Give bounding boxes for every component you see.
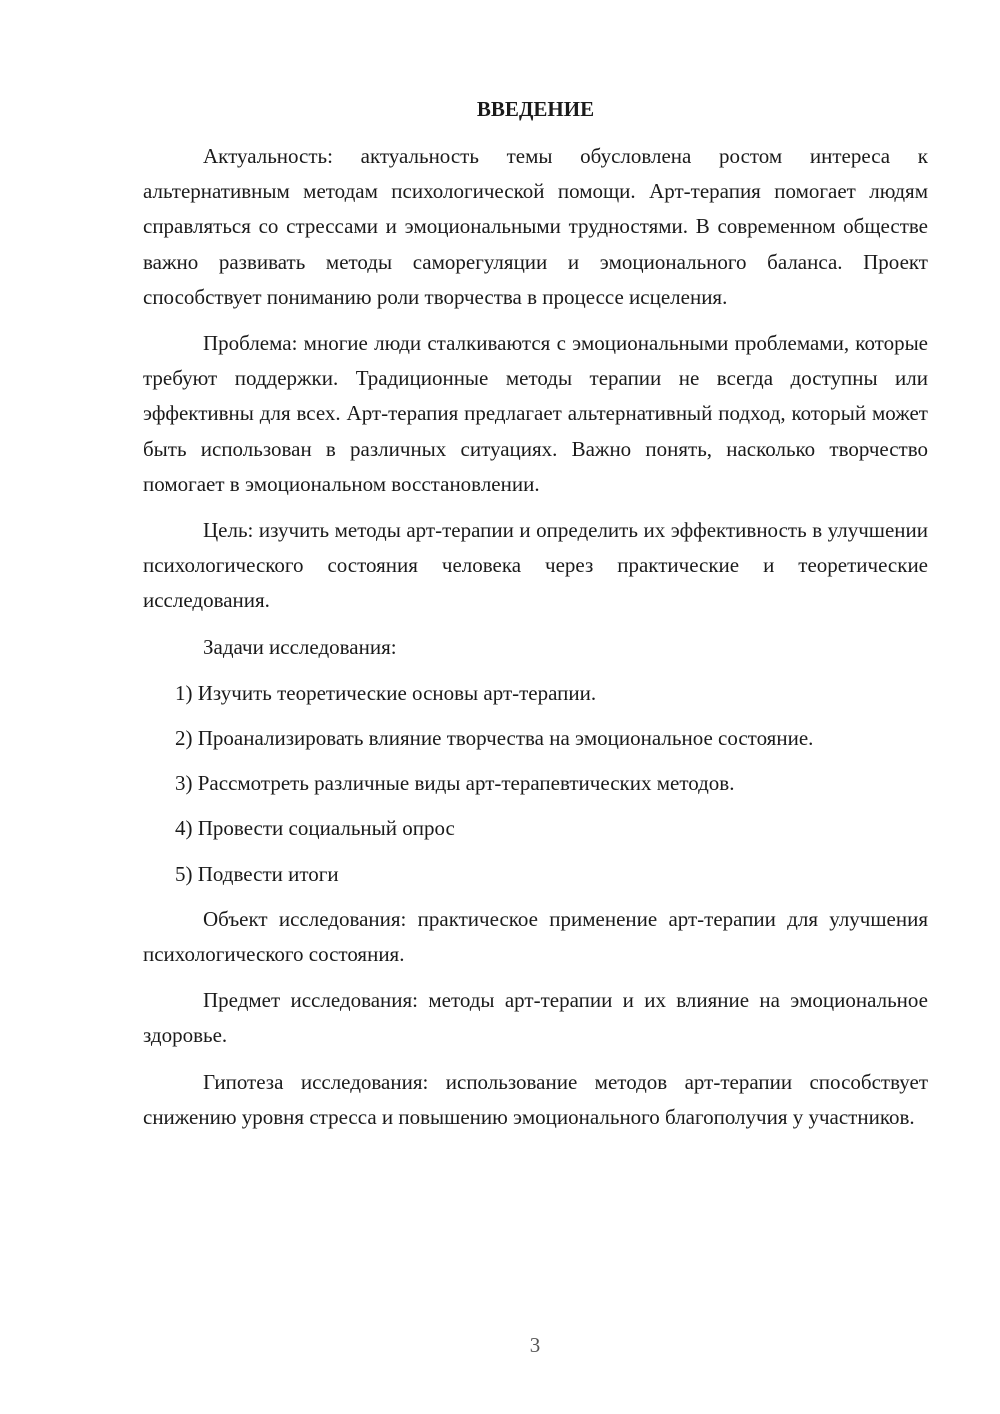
document-page	[143, 92, 928, 1146]
task-item: 4) Провести социальный опрос	[175, 816, 455, 841]
task-item: 5) Подвести итоги	[175, 861, 339, 886]
hypothesis-paragraph: Гипотеза исследования: использование методов арт-терапии способствует снижению уровня стресса и повышению эмоционального благополучия у участников.	[143, 1069, 928, 1129]
object-paragraph: Объект исследования: практическое применение арт-терапии для улучшения психологического состояния.	[143, 906, 928, 967]
relevance-paragraph: Актуальность: актуальность темы обусловлена ростом интереса к альтернативным методам психологической помощи. Арт-терапия помогает людям справляться со стрессами и эмоциональными трудностями. В современном обществе важно развивать методы саморегуляции и эмоционального баланса. Проект способствует пониманию роли творчества в процессе исцеления.	[143, 144, 928, 309]
goal-paragraph: Цель: изучить методы арт-терапии и определить их эффективность в улучшении психологического состояния человека через практические и теоретические исследования.	[143, 518, 928, 613]
subject-paragraph: Предмет исследования: методы арт-терапии и их влияние на эмоциональное здоровье.	[143, 988, 928, 1048]
tasks-heading: Задачи исследования:	[203, 634, 397, 659]
tasks-list	[143, 676, 928, 892]
page-title: ВВЕДЕНИЕ	[476, 97, 595, 121]
problem-paragraph: Проблема: многие люди сталкиваются с эмоциональными проблемами, которые требуют поддержки. Традиционные методы терапии не всегда доступны или эффективны для всех. Арт-терапия предлагает альтернативный подход, который может быть использован в различных ситуациях. Важно понять, насколько творчество помогает в эмоциональном восстановлении.	[143, 331, 928, 496]
page-number: 3	[529, 1333, 541, 1357]
task-item: 2) Проанализировать влияние творчества на эмоциональное состояние.	[175, 726, 814, 751]
task-item: 1) Изучить теоретические основы арт-терапии.	[175, 680, 597, 705]
task-item: 3) Рассмотреть различные виды арт-терапевтических методов.	[175, 771, 735, 796]
